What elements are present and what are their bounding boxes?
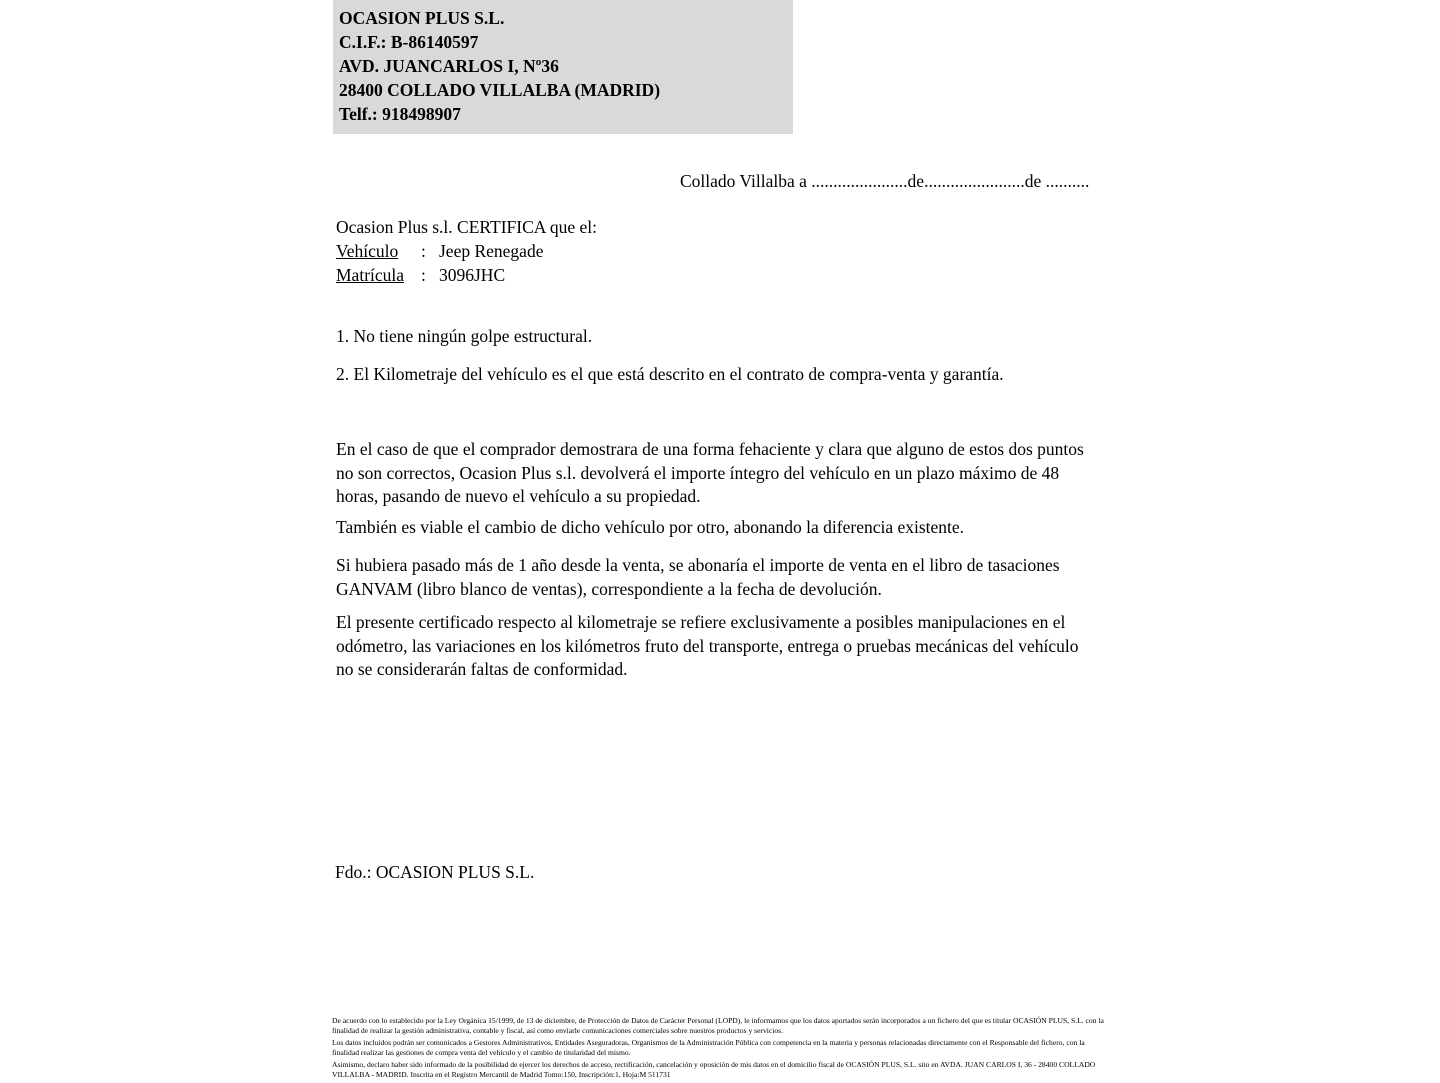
signature-line: Fdo.: OCASION PLUS S.L.	[335, 862, 535, 882]
point-item-2: 2. El Kilometraje del vehículo es el que está descrito en el contrato de compra-venta y garantía.	[336, 364, 1004, 384]
legal-paragraph-3: Asimismo, declaro haber sido informado de la posibilidad de ejercer los derechos de acceso, rectificación, cancelación y oposición de mis datos en el domicilio fiscal de OCASIÓN PLUS, S.L. sito en AVDA. JUAN CARLOS I, 36 - 28400 COLLADO VILLALBA - MADRID. Inscrita en el Registro Mercantil de Madrid Tomo:150, Inscripción:1, Hoja:M 511731	[332, 1060, 1096, 1079]
field-label-matricula: Matrícula	[336, 265, 405, 285]
date-line: Collado Villalba a ......................de.......................de ..........	[680, 171, 1090, 191]
company-phone: Telf.: 918498907	[339, 104, 461, 124]
legal-paragraph-1: De acuerdo con lo establecido por la Ley Orgánica 15/1999, de 13 de diciembre, de Protección de Datos de Carácter Personal (LOPD), le informamos que los datos aportados serán incorporados a un fichero del que es titular OCASIÓN PLUS, S.L. con la finalidad de realizar la gestión administrativa, contable y fiscal, así como enviarle comunicaciones comerciales sobre nuestros productos y servicios.	[332, 1016, 1104, 1035]
field-separator-matricula: :	[421, 265, 426, 285]
legal-paragraph-2: Los datos incluidos podrán ser comunicados a Gestores Administrativos, Entidades Aseguradoras, Organismos de la Administración Pública con competencia en la materia y personas relacionadas directamente con el Responsable del fichero, con la finalidad realizar las gestiones de compra venta del vehículo y el cambio de titularidad del mismo.	[332, 1038, 1085, 1057]
company-address: AVD. JUANCARLOS I, Nº36	[339, 56, 559, 76]
company-name: OCASION PLUS S.L.	[339, 8, 505, 28]
certifies-intro: Ocasion Plus s.l. CERTIFICA que el:	[336, 217, 597, 237]
certifies-block	[336, 215, 597, 287]
legal-notice	[332, 1016, 1107, 1083]
paragraph-1: En el caso de que el comprador demostrara de una forma fehaciente y clara que alguno de estos dos puntos no son correctos, Ocasion Plus s.l. devolverá el importe íntegro del vehículo en un plazo máximo de 48 horas, pasando de nuevo el vehículo a su propiedad.	[336, 439, 1084, 506]
company-header-block	[333, 0, 793, 134]
paragraph-3: Si hubiera pasado más de 1 año desde la venta, se abonaría el importe de venta en el libro de tasaciones GANVAM (libro blanco de ventas), correspondiente a la fecha de devolución.	[336, 555, 1060, 599]
paragraph-2: También es viable el cambio de dicho vehículo por otro, abonando la diferencia existente.	[336, 517, 965, 537]
field-label-vehiculo: Vehículo	[336, 241, 399, 261]
field-value-vehiculo: Jeep Renegade	[439, 241, 544, 261]
company-cif: C.I.F.: B-86140597	[339, 32, 479, 52]
field-row-vehiculo	[336, 239, 597, 263]
field-separator-vehiculo: :	[421, 241, 426, 261]
field-row-matricula	[336, 263, 597, 287]
field-value-matricula: 3096JHC	[439, 265, 506, 285]
company-city: 28400 COLLADO VILLALBA (MADRID)	[339, 80, 661, 100]
point-item-1: 1. No tiene ningún golpe estructural.	[336, 326, 593, 346]
paragraph-4: El presente certificado respecto al kilometraje se refiere exclusivamente a posibles manipulaciones en el odómetro, las variaciones en los kilómetros fruto del transporte, entrega o pruebas mecánicas del vehículo no se considerarán faltas de conformidad.	[336, 612, 1079, 679]
